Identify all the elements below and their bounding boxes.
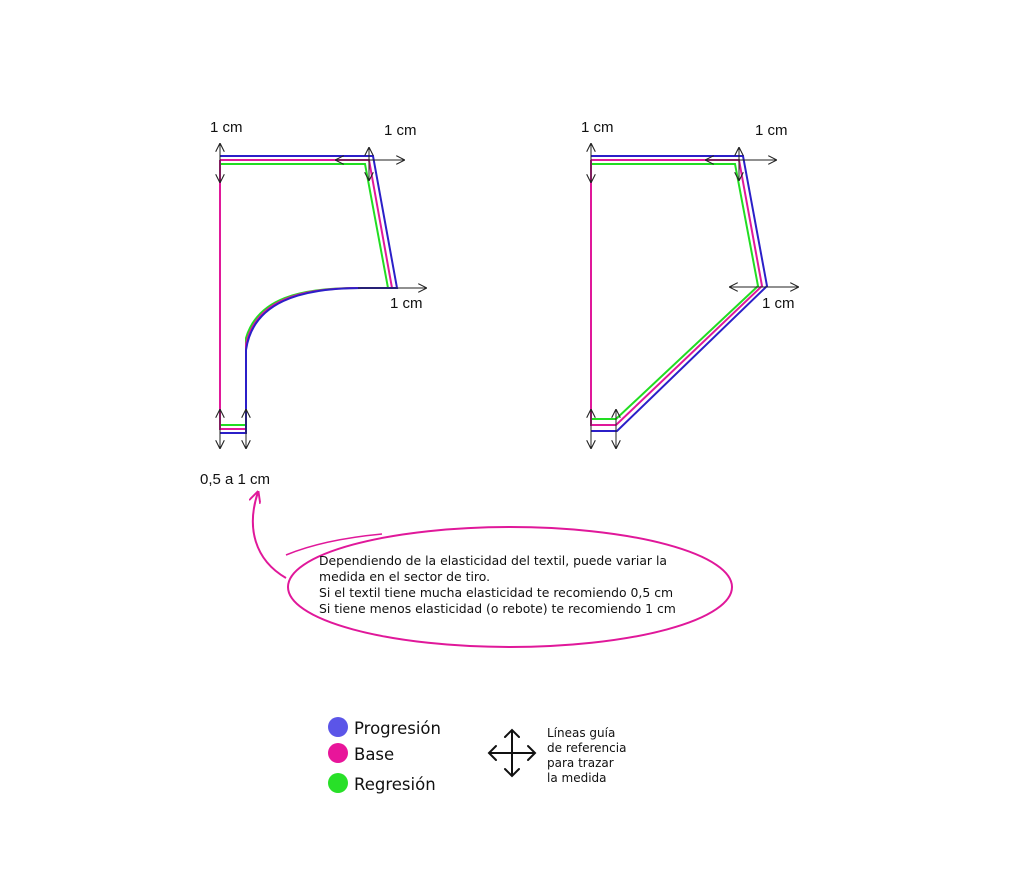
right-pattern [591, 156, 767, 431]
guide-legend-line-1: Líneas guía [547, 726, 616, 740]
left-label-mid-right: 1 cm [390, 295, 423, 312]
note-pointer-arrow [253, 492, 286, 578]
guide-legend [489, 726, 626, 785]
guide-legend-line-4: la medida [547, 771, 607, 785]
legend-label-progresion: Progresión [354, 719, 441, 738]
left-pattern [220, 156, 397, 433]
note-line-1: Dependiendo de la elasticidad del textil, puede variar la [319, 553, 667, 568]
note-callout [253, 492, 732, 647]
note-tail-stroke [286, 534, 382, 555]
right-base-outline [591, 160, 762, 425]
right-regresion-outline [591, 164, 758, 419]
right-label-top-left: 1 cm [581, 119, 614, 136]
legend-label-base: Base [354, 745, 395, 764]
blue-dot-icon [328, 717, 348, 737]
legend [328, 717, 441, 794]
four-way-arrow-icon [489, 730, 535, 776]
right-label-mid-right: 1 cm [762, 295, 795, 312]
left-label-top-right: 1 cm [384, 122, 417, 139]
note-line-4: Si tiene menos elasticidad (o rebote) te recomiendo 1 cm [319, 601, 676, 616]
green-dot-icon [328, 773, 348, 793]
left-label-top-left: 1 cm [210, 119, 243, 136]
guide-legend-line-2: de referencia [547, 741, 627, 755]
guide-legend-line-3: para trazar [547, 756, 614, 770]
left-label-bottom: 0,5 a 1 cm [200, 471, 271, 488]
note-line-3: Si el textil tiene mucha elasticidad te recomiendo 0,5 cm [319, 585, 674, 600]
legend-label-regresion: Regresión [354, 775, 436, 794]
magenta-dot-icon [328, 743, 348, 763]
right-label-top-right: 1 cm [755, 122, 788, 139]
note-line-2: medida en el sector de tiro. [319, 569, 491, 584]
